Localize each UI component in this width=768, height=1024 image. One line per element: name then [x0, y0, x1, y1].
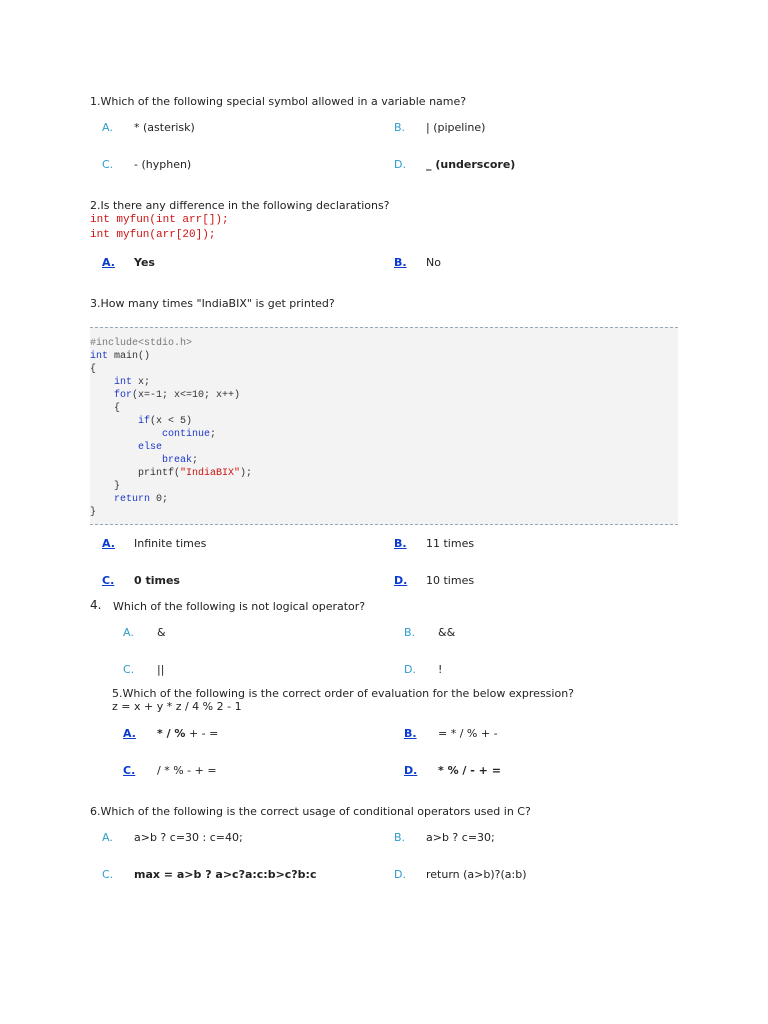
option-letter[interactable]: C. [123, 663, 135, 676]
code-line: continue; [162, 429, 217, 440]
option-letter[interactable]: D. [394, 158, 406, 171]
question-5: 5.Which of the following is the correct order of evaluation for the below expression? [112, 687, 575, 700]
code-line: printf("IndiaBIX"); [90, 468, 253, 479]
option-text: & [157, 626, 166, 639]
code-line: } [90, 507, 97, 518]
code-line: { [90, 364, 97, 375]
option-letter[interactable]: B. [404, 626, 416, 639]
option-letter[interactable]: B. [394, 831, 406, 844]
option-letter[interactable]: B. [394, 537, 407, 550]
option-letter[interactable]: A. [102, 121, 113, 134]
code-line: #include<stdio.h> [90, 338, 193, 349]
question-1: 1.Which of the following special symbol allowed in a variable name? [90, 95, 467, 108]
option-text: a>b ? c=30; [426, 831, 495, 844]
option-text-answer: Yes [134, 256, 155, 269]
option-letter[interactable]: D. [394, 868, 406, 881]
code-line: if(x < 5) [138, 416, 193, 427]
option-letter[interactable]: B. [394, 121, 406, 134]
question-3: 3.How many times "IndiaBIX" is get printed? [90, 297, 335, 310]
code-line: else [138, 442, 163, 453]
option-letter[interactable]: B. [394, 256, 407, 269]
option-text: return (a>b)?(a:b) [426, 868, 527, 881]
option-text: a>b ? c=30 : c=40; [134, 831, 243, 844]
option-text: = * / % + - [438, 727, 498, 740]
code-line: break; [162, 455, 199, 466]
option-text: 10 times [426, 574, 475, 587]
question-2: 2.Is there any difference in the following declarations? [90, 199, 390, 212]
option-letter[interactable]: B. [404, 727, 417, 740]
option-letter[interactable]: A. [102, 256, 115, 269]
option-text-answer: * / % + - = [157, 727, 219, 740]
option-letter[interactable]: C. [123, 764, 136, 777]
option-letter[interactable]: D. [394, 574, 408, 587]
option-text: | (pipeline) [426, 121, 486, 134]
option-text-answer: _ (underscore) [426, 158, 516, 171]
code-block [90, 327, 678, 525]
option-text: * % / - + = [438, 764, 501, 777]
code-line: int myfun(int arr[]); [90, 214, 229, 226]
option-letter[interactable]: D. [404, 663, 416, 676]
question-6: 6.Which of the following is the correct usage of conditional operators used in C? [90, 805, 531, 818]
option-text: - (hyphen) [134, 158, 192, 171]
option-text-answer: 0 times [134, 574, 180, 587]
code-line: int main() [90, 351, 151, 362]
option-text: && [438, 626, 456, 639]
option-text: ! [438, 663, 443, 676]
code-line: } [90, 481, 121, 492]
option-letter[interactable]: A. [123, 626, 134, 639]
option-text-answer: max = a>b ? a>c?a:c:b>c?b:c [134, 868, 317, 881]
option-letter[interactable]: C. [102, 158, 114, 171]
option-letter[interactable]: C. [102, 868, 114, 881]
option-letter[interactable]: A. [102, 537, 115, 550]
option-letter[interactable]: A. [102, 831, 113, 844]
code-line: int myfun(arr[20]); [90, 229, 216, 241]
question-number: 4. [90, 598, 102, 612]
option-text: || [157, 663, 165, 676]
option-text: Infinite times [134, 537, 207, 550]
option-text: 11 times [426, 537, 475, 550]
code-line: int x; [114, 377, 151, 388]
option-text: No [426, 256, 441, 269]
option-text: / * % - + = [157, 764, 217, 777]
option-letter[interactable]: D. [404, 764, 418, 777]
question-4: Which of the following is not logical operator? [113, 600, 366, 613]
option-text: * (asterisk) [134, 121, 195, 134]
option-letter[interactable]: A. [123, 727, 136, 740]
code-line: { [90, 403, 121, 414]
question-expression: z = x + y * z / 4 % 2 - 1 [112, 700, 242, 713]
code-line: for(x=-1; x<=10; x++) [114, 390, 241, 401]
option-letter[interactable]: C. [102, 574, 115, 587]
code-line: return 0; [114, 494, 169, 505]
